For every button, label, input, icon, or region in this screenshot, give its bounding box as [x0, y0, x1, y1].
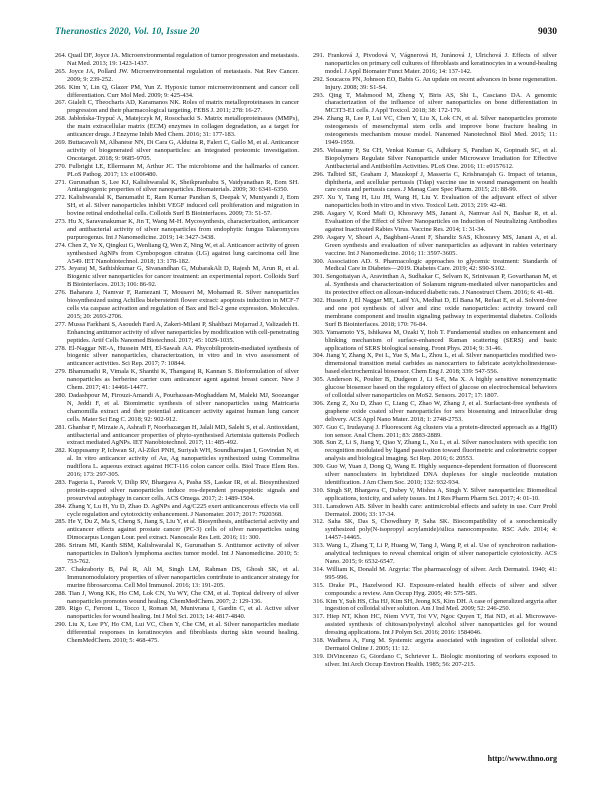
reference-item — [55, 289, 299, 321]
reference-number: 281. — [55, 423, 67, 431]
reference-text: Yamamoto YS, Ishikawa M, Ozaki Y, Itoh T. Fundamental studies on enhancement and blinking mechanism of surface-enhanced Raman scattering (SERS) and basic applications of SERS biological sensing. Front Phys. 2014; 9: 31-46. — [325, 328, 557, 352]
reference-number: 298. — [313, 210, 325, 218]
reference-text: Fulbright LE, Ellermann M, Arthur JC. The microbiome and the hallmarks of cancer. PLoS Pathog. 2017; 13: e1006480. — [67, 162, 299, 178]
reference-item — [55, 194, 299, 218]
reference-text: Rigo C, Ferroni L, Tocco I, Roman M, Munivrana I, Gardin C, et al. Active silver nanoparticles for wound healing. Int J Mol Sci. 2013; 14: 4817-4840. — [67, 605, 299, 621]
reference-number: 308. — [313, 439, 325, 447]
reference-text: Kuppusamy P, Ichwan SJ, Al-Zikri PNH, Suriyah WH, Soundharrajan I, Govindan N, et al. In vitro anticancer activity of Au, Ag nanoparticles synthesized using Commelina nudiflora L. aqueous extract against HCT-116 colon cancer cells. Biol Trace Elem Res. 2016; 173: 297-305. — [67, 447, 299, 479]
reference-number: 295. — [313, 146, 325, 154]
reference-text: Sriram MI, Kanth SBM, Kalishwaralal K, Gurunathan S. Antitumor activity of silver nanoparticles in Dalton's lymphoma ascites tumor model. Int J Nanomedicine. 2010; 5: 753-762. — [67, 542, 299, 565]
journal-header-title: Theranostics 2020, Vol. 10, Issue 20 — [55, 27, 200, 37]
reference-text: Xu Y, Tang H, Liu JH, Wang H, Liu Y. Evaluation of the adjuvant effect of silver nanoparticles both in vitro and in vivo. Toxicol Lett. 2013; 219: 42-48. — [325, 194, 557, 210]
reference-item — [313, 147, 557, 171]
reference-item — [313, 424, 557, 440]
reference-item — [55, 479, 299, 503]
reference-text: Singh SP, Bhargava C, Dubey V, Mishra A, Singh Y. Silver nanoparticles: Biomedical applications, toxicity, and safety issues. Int J Res Pharm Pharm Sci. 2017; 4: 01-10. — [325, 486, 557, 502]
reference-item — [55, 179, 299, 195]
reference-number: 272. — [55, 194, 67, 202]
reference-text: Buttacavoli M, Albanese NN, Di Cara G, Alduina R, Faleri C, Gallo M, et al. Anticancer activity of biogenerated silver nanoparticles: an integrated proteomic investigation. Oncotarget. 2018; 9: 9685-9705. — [67, 138, 299, 162]
reference-number: 317. — [313, 613, 325, 621]
reference-text: Mussa Farkhani S, Asoudeh Fard A, Zakeri-Milani P, Shahbazi Mojarrad J, Valizadeh H. Enhancing antitumor activity of silver nanoparticles by modification with cell-penetrating peptides. Artif Cells Nanomed Biotechnol. 2017; 45: 1029-1035. — [67, 320, 299, 344]
reference-text: Jiang Y, Zhang X, Pei L, Yue S, Ma L, Zhou L, et al. Silver nanoparticles modified two-dimensional transition metal carbides as nanocarriers to fabricate acetylcholinesterase-based electrochemical biosensor. Chem Eng J. 2018; 339: 547-556. — [325, 352, 557, 376]
reference-number: 314. — [313, 565, 325, 573]
reference-item — [55, 242, 299, 266]
reference-item — [55, 115, 299, 139]
reference-item — [313, 637, 557, 653]
reference-number: 285. — [55, 518, 67, 526]
reference-number: 266. — [55, 83, 67, 91]
reference-text: Hiep NT, Khon HC, Niem VVT, Toi VV, Ngoc Quyen T, Hai ND, et al. Microwave-assisted synthesis of chitosan/polyvinyl alcohol silver nanoparticles gel for wound dressing applications. Int J Polym Sci. 2016; 2016: 1584046. — [325, 613, 557, 637]
reference-item — [55, 447, 299, 479]
reference-item — [313, 76, 557, 92]
reference-text: Gialeli C, Theocharis AD, Karamanos NK. Roles of matrix metalloproteinases in cancer progression and their pharmacological targeting. FEBS J. 2011; 278: 16-27. — [67, 99, 300, 115]
journal-url-link[interactable]: http://www.thno.org — [487, 754, 557, 763]
reference-text: Anderson K, Poulter B, Dudgeon J, Li S-E, Ma X. A highly sensitive nonenzymatic glucose biosensor based on the regulatory effect of glucose on electrochemical behaviors of colloidal silver nanoparticles on MoS2. Sensors. 2017; 17: 1807. — [325, 376, 557, 399]
reference-number: 306. — [313, 399, 325, 407]
reference-item — [313, 194, 557, 210]
reference-number: 264. — [55, 52, 67, 59]
reference-number: 273. — [55, 218, 67, 226]
reference-number: 277. — [55, 320, 67, 328]
reference-item — [313, 258, 557, 274]
references-section — [55, 52, 557, 669]
reference-number: 292. — [313, 75, 325, 83]
reference-text: Joyce JA, Pollard JW. Microenvironmental regulation of metastasis. Nat Rev Cancer. 2009; 9: 239-252. — [67, 67, 299, 83]
reference-number: 269. — [55, 138, 67, 146]
reference-item — [55, 566, 299, 590]
reference-item — [313, 439, 557, 463]
reference-item — [313, 115, 557, 147]
reference-text: El-Naggar NE-A, Hussein MH, El-Sawah AA. Phycobiliprotein-mediated synthesis of biogenic silver nanoparticles, characterization, in vitro and in vivo assessment of anticancer activities. Sci Rep. 2017; 7: 10844. — [67, 344, 299, 368]
reference-text: Zhang Y, Lu H, Yu D, Zhao D. AgNPs and Ag/C225 exert anticancerous effects via cell cycle regulation and cytotoxicity enhancement. J Nanomater. 2017; 2017: 7920368. — [67, 502, 299, 518]
reference-text: Hu X, Saravanakumar K, Jin T, Wang M-H. Mycosynthesis, characterization, anticancer and antibacterial activity of silver nanoparticles from endophytic fungus Talaromyces purpurogenus. Int J Nanomedicine. 2019; 14: 3427-3438. — [67, 218, 299, 241]
reference-text: Zhang R, Lee P, Lui VC, Chen Y, Liu X, Lok CN, et al. Silver nanoparticles promote osteogenesis of mesenchymal stem cells and improve bone fracture healing in osteogenesis mechanism mouse model. Nanomed Nanotechnol Biol Med. 2015; 11: 1949-1959. — [325, 115, 557, 146]
reference-item — [55, 68, 299, 84]
references-column-left — [55, 52, 299, 669]
reference-item — [313, 234, 557, 258]
reference-item — [313, 598, 557, 614]
reference-number: 312. — [313, 518, 325, 526]
reference-number: 303. — [313, 328, 325, 336]
reference-number: 276. — [55, 289, 67, 297]
reference-number: 299. — [313, 233, 325, 241]
reference-number: 291. — [313, 52, 325, 59]
reference-item — [55, 321, 299, 345]
reference-item — [55, 503, 299, 519]
reference-item — [55, 368, 299, 392]
reference-number: 316. — [313, 597, 325, 605]
reference-text: Chen Z, Ye X, Qingkui G, Wenliang Q, Wen Z, Ning W, et al. Anticancer activity of green synthesised AgNPs from Cymbopogon citratus (LG) against lung carcinoma cell line A549. IET Nanobiotechnol. 2018; 13: 178-182. — [67, 241, 299, 265]
reference-number: 301. — [313, 273, 325, 281]
reference-text: Wang L, Zhang T, Li P, Huang W, Tang J, Wang P, et al. Use of synchrotron radiation-analytical techniques to reveal chemical origin of silver nanoparticle cytotoxicity. ACS Nano. 2015; 9: 6532-6547. — [325, 542, 557, 565]
reference-item — [313, 518, 557, 542]
reference-item — [55, 590, 299, 606]
reference-item — [313, 463, 557, 487]
reference-text: William K, Donald M. Argyria: The pharmacology of silver. Arch Dermatol. 1940; 41: 995-996. — [325, 565, 557, 581]
reference-number: 286. — [55, 542, 67, 550]
reference-number: 288. — [55, 589, 67, 597]
reference-item — [55, 163, 299, 179]
reference-number: 307. — [313, 423, 325, 431]
reference-text: Gurunathan S, Lee KJ, Kalishwaralal K, Sheikpranbabu S, Vaidyanathan R, Eom SH. Antiangiogenic properties of silver nanoparticles. Biomaterials. 2009; 30: 6341-6350. — [67, 178, 299, 194]
reference-item — [55, 99, 299, 115]
reference-text: Kalishwaralal K, Banumathi E, Ram Kumar Pandian S, Deepak V, Muniyandi J, Eom SH, et al. Silver nanoparticles inhibit VEGF induced cell proliferation and migration in bovine retinal endothelial cells. Colloids Surf B Biointerfaces. 2009; 73: 51-57. — [67, 194, 299, 218]
reference-number: 280. — [55, 391, 67, 399]
reference-item — [55, 392, 299, 424]
reference-item — [313, 52, 557, 76]
reference-text: Ghanbar F, Mirzaie A, Ashrafi F, Noorbazargan H, Jalali MD, Salehi S, et al. Antioxidant, antibacterial and anticancer properties of phyto-synthesised Artemisia quttensis Podlech extract mediated AgNPs. IET Nanobiotechnol. 2017; 11: 485-492. — [67, 423, 299, 447]
reference-item — [313, 297, 557, 329]
reference-item — [313, 542, 557, 566]
reference-item — [313, 171, 557, 195]
references-column-right — [313, 52, 557, 669]
reference-item — [313, 653, 557, 669]
reference-number: 318. — [313, 637, 325, 645]
page-footer — [488, 748, 557, 766]
reference-number: 294. — [313, 115, 325, 123]
reference-text: Asgary V, Shoari A, Baghbani-Arani F, Shandiz SAS, Khosravy MS, Janani A, et al. Green synthesis and evaluation of silver nanoparticles as adjuvant in rabies veterinary vaccine. Int J Nanomedicine. 2016; 11: 3597-3605. — [325, 233, 557, 257]
page-header — [55, 27, 557, 37]
reference-text: Saha SK, Das S, Chowdhury P, Saha SK. Biocompatibility of a sonochemically synthesized poly(N-isopropyl acrylamide)/silica nanocomposite. RSC Adv. 2014; 4: 14457-14465. — [325, 518, 557, 542]
reference-text: Fageria L, Pareek V, Dilip RV, Bhargava A, Pasha SS, Laskar IR, et al. Biosynthesized protein-capped silver nanoparticles induce ros-dependent proapoptotic signals and prosurvival autophagy in cancer cells. ACS Omega. 2017; 2: 1489-1504. — [67, 478, 299, 502]
reference-number: 284. — [55, 502, 67, 510]
reference-text: Wadhera A, Fung M. Systemic argyria associated with ingestion of colloidal silver. Dermatol Online J. 2005; 11: 12. — [325, 637, 557, 652]
reference-item — [55, 139, 299, 163]
reference-number: 311. — [313, 502, 325, 510]
reference-item — [55, 84, 299, 100]
reference-item — [313, 582, 557, 598]
reference-number: 287. — [55, 565, 67, 573]
reference-text: Jeyaraj M, Sathishkumar G, Sivanandhan G, MubarakAli D, Rajesh M, Arun R, et al. Biogenic silver nanoparticles for cancer treatment: an experimental report. Colloids Surf B Biointerfaces. 2013; 106: 86-92. — [67, 265, 299, 289]
reference-item — [313, 400, 557, 424]
reference-item — [55, 52, 299, 68]
reference-text: Bhanumathi R, Vimala K, Shanthi K, Thangaraj R, Kannan S. Bioformulation of silver nanoparticles as berberine carrier cum anticancer agent against breast cancer. New J Chem. 2017; 41: 14466-14477. — [67, 368, 299, 392]
reference-text: Dadashpour M, Firouzi-Amandi A, Pourhassan-Moghaddam M, Maleki MJ, Soozangar N, Jeddi F, et al. Biomimetic synthesis of silver nanoparticles using Matricaria chamomilla extract and their potential anticancer activity against human lung cancer cells. Mater Sci Eng C. 2018; 92: 902-912. — [67, 391, 299, 423]
reference-number: 300. — [313, 257, 325, 265]
reference-text: Guo W, Yuan J, Dong Q, Wang E. Highly sequence-dependent formation of fluorescent silver nanoclusters in hybridized DNA duplexes for single nucleotide mutation identification. J Am Chem Soc. 2010; 132: 932-934. — [325, 463, 557, 486]
reference-text: Baharara J, Namvar F, Ramezani T, Mousavi M, Mohamad R. Silver nanoparticles biosynthesized using Achillea biebersteinii flower extract: apoptosis induction in MCF-7 cells via caspase activation and regulation of Bax and Bcl-2 gene expression. Molecules. 2015; 20: 2693-2706. — [67, 289, 299, 320]
reference-text: Talbird SE, Graham J, Mauskopf J, Masseria C, Krishnarajah G. Impact of tetanus, diphtheria, and acellular pertussis (Tdap) vaccine use in wound management on health care costs and pertussis cases. J Manag Care Spec Pharm. 2015; 21: 88-99. — [325, 170, 557, 194]
reference-text: Drake PL, Hazelwood KJ. Exposure-related health effects of silver and silver compounds: a review. Ann Occup Hyg. 2005; 49: 575-585. — [325, 581, 557, 597]
reference-item — [55, 605, 299, 621]
reference-item — [55, 345, 299, 369]
reference-number: 302. — [313, 297, 325, 305]
reference-number: 275. — [55, 265, 67, 273]
reference-text: DiVincenzo G, Giordano C, Schriever L. Biologic monitoring of workers exposed to silver. Int Arch Occup Environ Health. 1985; 56: 207-215. — [325, 652, 557, 668]
reference-number: 268. — [55, 115, 67, 123]
reference-number: 290. — [55, 621, 67, 629]
reference-item — [55, 265, 299, 289]
reference-text: Soucacos PN, Johnson EO, Babis G. An update on recent advances in bone regeneration. Injury. 2008; 39: S1-S4. — [325, 75, 557, 91]
reference-number: 310. — [313, 486, 325, 494]
reference-text: Tian J, Wong KK, Ho CM, Lok CN, Yu WY, Che CM, et al. Topical delivery of silver nanoparticles promotes wound healing. ChemMedChem. 2007; 2: 129-136. — [67, 589, 300, 605]
reference-text: Hussein J, El Naggar ME, Latif YA, Medhat D, El Bana M, Refaat E, et al. Solvent-free and one pot synthesis of silver and zinc oxide nanoparticles: activity toward cell membrane component and insulin signaling pathway in experimental diabetes. Colloids Surf B Biointerfaces. 2018; 170: 76-84. — [325, 297, 557, 328]
reference-number: 282. — [55, 447, 67, 455]
reference-number: 267. — [55, 99, 67, 107]
reference-number: 297. — [313, 194, 325, 202]
reference-number: 319. — [313, 652, 325, 660]
reference-text: Sengottaiyan A, Aravinthan A, Sudhakar C, Selvam K, Srinivasan P, Govarthanan M, et al. Synthesis and characterization of Solanum nigrum-mediated silver nanoparticles and its protective effect on alloxan-induced diabetic rats. J Nanostruct Chem. 2016; 6: 41-48. — [325, 273, 557, 297]
reference-text: He Y, Du Z, Ma S, Cheng S, Jiang S, Liu Y, et al. Biosynthesis, antibacterial activity and anticancer effects against prostate cancer (PC-3) cells of silver nanoparticles using Dimocarpus Longan Lour. peel extract. Nanoscale Res Lett. 2016; 11: 300. — [67, 518, 299, 542]
reference-text: Qing T, Mahmood M, Zheng Y, Biris AS, Shi L, Casciano DA. A genomic characterization of the influence of silver nanoparticles on bone differentiation in MC3T3-E1 cells. J Appl Toxicol. 2018; 38: 172-179. — [325, 91, 557, 115]
reference-text: Association AD. 9. Pharmacologic approaches to glycemic treatment: Standards of Medical Care in Diabetes—2019. Diabetes Care. 2019; 42: S90-S102. — [325, 257, 557, 273]
reference-item — [55, 424, 299, 448]
reference-text: Franková J, Pivodová V, Vágnerová H, Juránová J, Ulrichová J. Effects of silver nanoparticles on primary cell cultures of fibroblasts and keratinocytes in a wound-healing model. J Appl Biomater Funct Mater. 2016; 14: 137-142. — [325, 52, 557, 75]
reference-number: 274. — [55, 241, 67, 249]
reference-item — [313, 487, 557, 503]
reference-item — [313, 273, 557, 297]
reference-item — [55, 542, 299, 566]
reference-text: Jabłońska-Trypuć A, Matejczyk M, Rosochacki S. Matrix metalloproteinases (MMPs), the main extracellular matrix (ECM) enzymes in collagen degradation, as a target for anticancer drugs. J Enzyme Inhib Med Chem. 2016; 31: 177-183. — [67, 115, 299, 139]
reference-text: Quail DF, Joyce JA. Microenvironmental regulation of tumor progression and metastasis. Nat Med. 2013; 19: 1423-1437. — [67, 52, 300, 67]
reference-item — [55, 218, 299, 242]
reference-item — [313, 566, 557, 582]
reference-number: 283. — [55, 478, 67, 486]
reference-text: Zeng Z, Xu D, Zhao C, Liang C, Zhao W, Zhang J, et al. Surfactant-free synthesis of graphene oxide coated silver nanoparticles for sers biosensing and intracellular drug delivery. ACS Appl Nano Mater. 2018; 1: 2748-2753. — [325, 399, 557, 423]
reference-text: Liu X, Lee PY, Ho CM, Lui VC, Chen Y, Che CM, et al. Silver nanoparticles mediate differential responses in keratinocytes and fibroblasts during skin wound healing. ChemMedChem. 2010; 5: 468-475. — [67, 621, 299, 645]
reference-text: Guo C, Irudayaraj J. Fluorescent Ag clusters via a protein-directed approach as a Hg(II) ion sensor. Anal Chem. 2011; 83: 2883-2889. — [325, 423, 557, 439]
reference-item — [55, 621, 299, 645]
reference-number: 313. — [313, 542, 325, 550]
reference-text: Lansdown AB. Silver in health care: antimicrobial effects and safety in use. Curr Probl Dermatol. 2006; 33: 17-34. — [325, 502, 557, 518]
reference-item — [313, 613, 557, 637]
reference-item — [313, 352, 557, 376]
reference-item — [313, 210, 557, 234]
reference-text: Velusamy P, Su CH, Venkat Kumar G, Adhikary S, Pandian K, Gopinath SC, et al. Biopolymers Regulate Silver Nanoparticle under Microwave Irradiation for Effective Antibacterial and Antibiofilm Activities. PLoS One. 2016; 11: e0157612. — [325, 146, 557, 170]
reference-text: Chakraborty B, Pal R, Ali M, Singh LM, Rahman DS, Ghosh SK, et al. Immunomodulatory properties of silver nanoparticles contribute to anticancer strategy for murine fibrosarcoma. Cell Mol Immunol. 2016; 13: 191-205. — [67, 565, 299, 589]
reference-number: 270. — [55, 162, 67, 170]
reference-number: 304. — [313, 352, 325, 360]
reference-item — [313, 92, 557, 116]
reference-text: Sun Z, Li S, Jiang Y, Qiao Y, Zhang L, Xu L, et al. Silver nanoclusters with specific ion recognition modulated by ligand passivation toward fluorimetric and colorimetric copper analysis and biological imaging. Sci Rep. 2016; 6: 20553. — [325, 439, 557, 463]
reference-number: 309. — [313, 463, 325, 471]
reference-number: 296. — [313, 170, 325, 178]
page-number: 9030 — [538, 27, 557, 37]
reference-number: 315. — [313, 581, 325, 589]
reference-number: 289. — [55, 605, 67, 613]
reference-number: 305. — [313, 376, 325, 384]
reference-number: 293. — [313, 91, 325, 99]
reference-number: 271. — [55, 178, 67, 186]
reference-text: Kim Y, Suh HS, Cha HJ, Kim SH, Jeong KS, Kim DH. A case of generalized argyria after ingestion of colloidal silver solution. Am J Ind Med. 2009; 52: 246-250. — [325, 597, 557, 613]
reference-item — [313, 329, 557, 353]
reference-number: 265. — [55, 67, 67, 75]
reference-item — [55, 518, 299, 542]
reference-text: Kim Y, Lin Q, Glazer PM, Yun Z. Hypoxic tumor microenvironment and cancer cell differentiation. Curr Mol Med. 2009; 9: 425-434. — [67, 83, 299, 99]
reference-item — [313, 503, 557, 519]
reference-number: 278. — [55, 344, 67, 352]
reference-item — [313, 376, 557, 400]
reference-number: 279. — [55, 368, 67, 376]
reference-text: Asgary V, Kord Mafi O, Khosravy MS, Janani A, Namvar Asl N, Bashar R, et al. Evaluation of the Effect of Silver Nanoparticles on Induction of Neutralizing Antibodies against Inactivated Rabies Virus. Vaccine Res. 2014; 1: 31-34. — [325, 210, 557, 233]
